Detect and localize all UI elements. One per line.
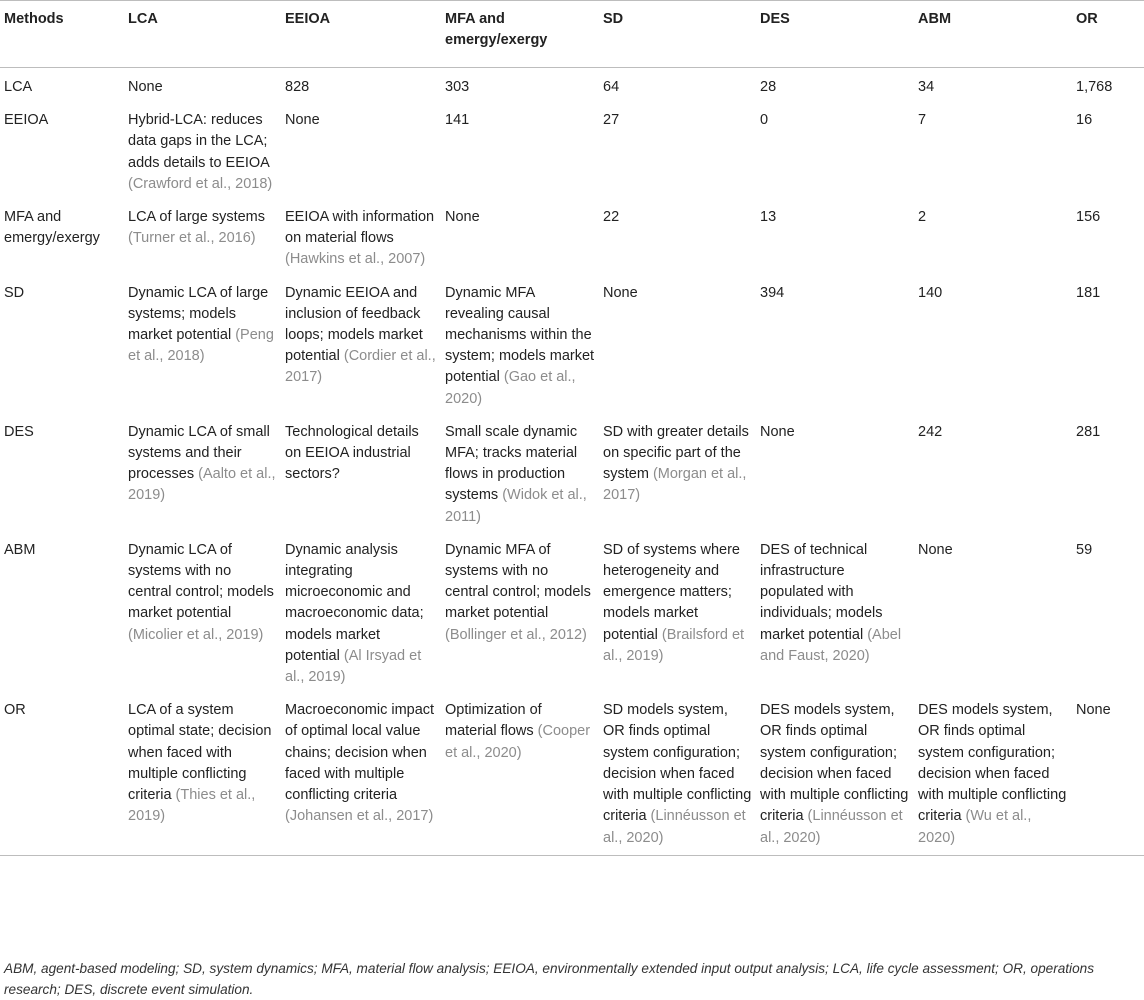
cell-text: DES [4,423,34,440]
citation-link[interactable]: (Gao et al., 2020) [445,369,576,407]
cell-text: 28 [760,79,777,95]
citation-link[interactable]: (Al Irsyad et al., 2019) [285,647,422,686]
table-cell [914,68,1072,105]
citation-link[interactable]: (Turner et al., 2016) [128,230,256,247]
cell-text: Dynamic MFA of systems with no central control; models market potential [445,541,591,622]
cell-text: SD [4,284,25,301]
table-cell [124,694,281,855]
table-cell [441,104,599,201]
table-cell [756,201,914,277]
table-row [0,104,1144,201]
table-cell [756,534,914,694]
table-cell [914,277,1072,416]
citation-link[interactable]: (Widok et al., 2011) [445,487,587,525]
citation-link[interactable]: (Cooper et al., 2020) [445,723,591,761]
row-header-cell [0,277,124,416]
table-cell [124,416,281,534]
table-cell [756,416,914,534]
table-cell [1072,104,1144,201]
table-cell [1072,416,1144,534]
row-header-cell [0,534,124,694]
table-cell [756,694,914,855]
table-cell [1072,277,1144,416]
citation-link[interactable]: (Crawford et al., 2018) [128,175,273,192]
cell-text: MFA and emergy/exergy [4,209,100,247]
cell-text: 394 [760,284,785,301]
citation-link[interactable]: (Linnéusson et al., 2020) [603,808,746,846]
cell-text: Dynamic MFA revealing causal mechanisms within the system; models market potential [445,284,595,386]
table-cell [599,201,756,277]
cell-text: EEIOA [4,112,49,129]
citation-link[interactable]: (Bollinger et al., 2012) [445,626,587,643]
cell-text: SD models system, OR finds optimal system configuration; decision when faced with multiple conflicting criteria [603,702,752,825]
cell-text: SD of systems where heterogeneity and emergence matters; models market potential [603,541,740,643]
cell-text: LCA [4,79,33,95]
table-cell [756,104,914,201]
header-eeioa: EEIOA [285,11,331,27]
table-cell [281,277,441,416]
cell-text: 16 [1076,112,1093,129]
table-row [0,201,1144,277]
table-cell [124,534,281,694]
table-cell [1072,68,1144,105]
table-cell [441,68,599,105]
table-cell [599,68,756,105]
table-cell [599,416,756,534]
citation-link[interactable]: (Wu et al., 2020) [918,808,1032,846]
cell-text: EEIOA with information on material flows [285,209,435,247]
cell-text: Dynamic LCA of systems with no central control; models market potential [128,541,274,622]
table-cell [914,104,1072,201]
cell-text: OR [4,702,26,719]
cell-text: Optimization of material flows [445,702,542,740]
table-row [0,534,1144,694]
row-header-cell [0,416,124,534]
cell-text: DES models system, OR finds optimal system configuration; decision when faced with multiple conflicting criteria [760,702,909,825]
cell-text: 141 [445,112,470,129]
cell-text: None [1076,702,1111,719]
header-row [0,1,1144,68]
table-cell [441,416,599,534]
header-methods: Methods [4,11,64,27]
citation-link[interactable]: (Linnéusson et al., 2020) [760,808,903,846]
cell-text: 7 [918,112,927,129]
table-row [0,694,1144,855]
citation-link[interactable]: (Peng et al., 2018) [128,327,274,365]
table-row [0,68,1144,105]
cell-text: 34 [918,79,935,95]
citation-link[interactable]: (Morgan et al., 2017) [603,466,747,504]
table-cell [599,277,756,416]
cell-text: Dynamic LCA of small systems and their processes [128,423,270,483]
table-cell [441,694,599,855]
citation-link[interactable]: (Aalto et al., 2019) [128,466,276,504]
table-cell [124,104,281,201]
cell-text: ABM [4,541,36,558]
cell-text: DES of technical infrastructure populated with individuals; models market potential [760,541,883,643]
table-footnote: ABM, agent-based modeling; SD, system dynamics; MFA, material flow analysis; EEIOA, environmentally extended input output analysis; LCA, life cycle assessment; OR, operations research; DES, discrete event simulation. [4,961,1094,997]
cell-text: 64 [603,79,620,95]
table-cell [281,416,441,534]
cell-text: None [918,541,953,558]
header-des: DES [760,11,790,27]
table-cell [914,416,1072,534]
citation-link[interactable]: (Johansen et al., 2017) [285,808,434,825]
table-cell [914,694,1072,855]
table-cell [124,68,281,105]
cell-text: Hybrid-LCA: reduces data gaps in the LCA; adds details to EEIOA [128,112,270,171]
header-mfa: MFA and emergy/exergy [445,11,548,48]
cell-text: 181 [1076,284,1101,301]
cell-text: None [760,423,795,440]
header-abm: ABM [918,11,952,27]
cell-text: 2 [918,209,927,226]
table-cell [281,694,441,855]
cell-text: None [128,79,163,95]
table-row [0,416,1144,534]
row-header-cell [0,694,124,855]
table-cell [599,534,756,694]
table-cell [756,68,914,105]
row-header-cell [0,104,124,201]
cell-text: Technological details on EEIOA industrial sectors? [285,423,419,483]
cell-text: 281 [1076,423,1101,440]
cell-text: None [445,209,480,226]
citation-link[interactable]: (Thies et al., 2019) [128,787,256,825]
table-body [0,68,1144,856]
table-header [0,1,1144,68]
cell-text: None [285,112,320,129]
cell-text: Dynamic EEIOA and inclusion of feedback loops; models market potential [285,284,423,365]
table-cell [1072,201,1144,277]
cell-text: Macroeconomic impact of optimal local value chains; decision when faced with multiple conflicting criteria [285,702,435,804]
cell-text: Dynamic analysis integrating microeconomic and macroeconomic data; models market potential [285,541,424,664]
citation-link[interactable]: (Micolier et al., 2019) [128,626,264,643]
row-header-cell [0,68,124,105]
table-cell [441,277,599,416]
citation-link[interactable]: (Abel and Faust, 2020) [760,626,902,664]
cell-text: 242 [918,423,943,440]
cell-text: 59 [1076,541,1093,558]
header-lca: LCA [128,11,158,27]
cell-text: 140 [918,284,943,301]
citation-link[interactable]: (Cordier et al., 2017) [285,348,436,386]
cell-text: 0 [760,112,769,129]
table-cell [599,104,756,201]
cell-text: 303 [445,79,470,95]
cell-text: Dynamic LCA of large systems; models market potential [128,284,269,344]
table-cell [914,201,1072,277]
header-sd: SD [603,11,624,27]
cell-text: LCA of a system optimal state; decision when faced with multiple conflicting criteria [128,702,272,804]
citation-link[interactable]: (Hawkins et al., 2007) [285,251,426,268]
cell-text: 13 [760,209,777,226]
cell-text: LCA of large systems [128,209,265,226]
table-row [0,277,1144,416]
table-cell [441,534,599,694]
cell-text: 1,768 [1076,79,1113,95]
cell-text: Small scale dynamic MFA; tracks material flows in production systems [445,423,578,504]
table-cell [281,104,441,201]
cell-text: 22 [603,209,620,226]
cell-text: SD with greater details on specific part of the system [603,423,749,483]
table-cell [124,201,281,277]
row-header-cell [0,201,124,277]
citation-link[interactable]: (Brailsford et al., 2019) [603,626,745,664]
table-cell [281,534,441,694]
table-cell [756,277,914,416]
table-cell [914,534,1072,694]
table-cell [441,201,599,277]
table-cell [281,68,441,105]
table-cell [1072,694,1144,855]
cell-text: 27 [603,112,620,129]
table-cell [599,694,756,855]
cell-text: 156 [1076,209,1101,226]
table-cell [124,277,281,416]
table-cell [1072,534,1144,694]
table-cell [281,201,441,277]
cell-text: DES models system, OR finds optimal system configuration; decision when faced with multiple conflicting criteria [918,702,1067,825]
cell-text: 828 [285,79,310,95]
cell-text: None [603,284,638,301]
header-or: OR [1076,11,1098,27]
